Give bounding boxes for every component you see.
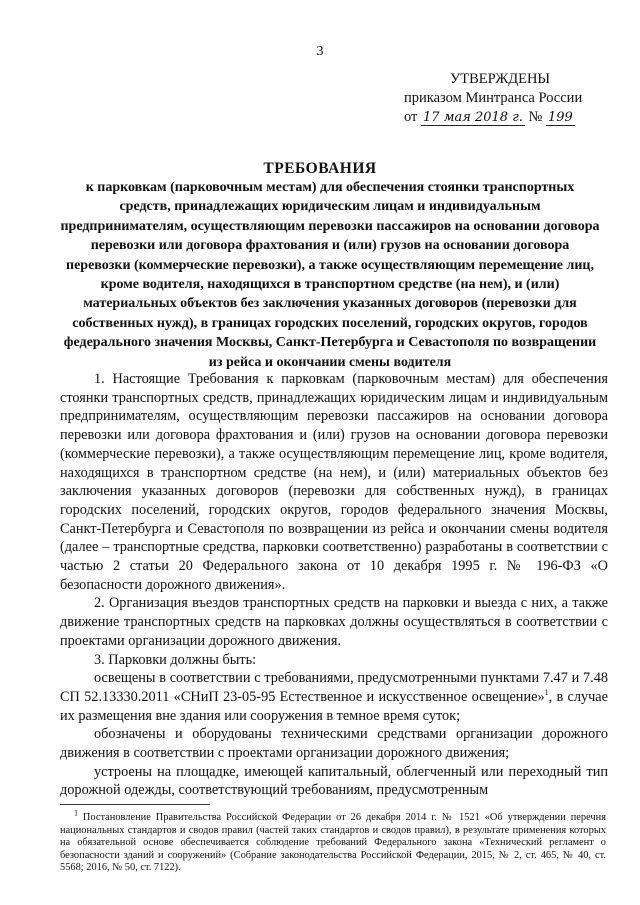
paragraph-2: 2. Организация въездов транспортных средств на парковки и выезда с них, а также движение транспортных средств на парковках должны осуществляться в соответствии с проектами организации дорожного движения. <box>60 595 608 649</box>
footnote-divider <box>60 804 210 805</box>
approval-date: 17 мая 2018 г. <box>423 110 523 125</box>
paragraph-3: 3. Парковки должны быть: <box>94 651 257 668</box>
footnote <box>60 808 606 875</box>
document-body <box>60 370 608 800</box>
lighting-text: освещены в соответствии с требованиями, предусмотренными пунктами 7.47 и 7.48 СП 52.13330.2011 «СНиП 23-05-95 Естественное и искусственное освещение» <box>60 670 608 705</box>
approval-number: 199 <box>548 110 573 125</box>
page-number: 3 <box>316 44 324 59</box>
approval-heading: УТВЕРЖДЕНЫ <box>450 71 551 87</box>
footnote-mark: 1 <box>74 808 78 818</box>
document-subtitle: к парковкам (парковочным местам) для обеспечения стоянки транспортных средств, принадлежащих юридическим лицам и индивидуальным предпринимателям, осуществляющим перевозки пассажиров на основании договора перевозки или договора фрахтования и (или) грузов на основании договора перевозки (коммерческие перевозки), а также осуществляющим перемещение лиц, кроме водителя, находящихся в транспортном средстве (на нем), и (или) материальных объектов без заключения указанных договоров (перевозки для собственных нужд), в границах городских поселений, городских округов, городов федерального значения Москвы, Санкт-Петербурга и Севастополя по возвращении из рейса и окончании смены водителя <box>60 180 600 370</box>
approval-date-line <box>404 108 604 127</box>
approval-stamp <box>404 70 604 127</box>
approval-from-label: от <box>404 109 418 125</box>
paragraph-signage: обозначены и оборудованы техническими средствами организации дорожного движения в соответствии с проектами организации дорожного движения; <box>60 726 608 762</box>
document-title: ТРЕБОВАНИЯ <box>263 160 377 177</box>
paragraph-surface: устроены на площадке, имеющей капитальный, облегченный или переходный тип дорожной одежды, соответствующий требованиям, предусмотренным <box>60 763 608 799</box>
approval-number-label: № <box>528 109 543 125</box>
footnote-text: Постановление Правительства Российской Федерации от 26 декабря 2014 г. № 1521 «Об утверждении перечня национальных стандартов и сводов правил (частей таких стандартов и сводов правил), в результате применения которых на обязательной основе обеспечивается соблюдение требований Федерального закона «Технический регламент о безопасности зданий и сооружений» (Собрание законодательства Российской Федерации, 2015, № 2, ст. 465, № 40, ст. 5568; 2016, № 50, ст. 7122). <box>60 812 606 874</box>
paragraph-lighting <box>60 669 608 725</box>
footnote-ref[interactable]: 1 <box>544 688 549 698</box>
paragraph-1: 1. Настоящие Требования к парковкам (парковочным местам) для обеспечения стоянки транспортных средств, принадлежащих юридическим лицам и индивидуальным предпринимателям, осуществляющим перевозки пассажиров на основании договора перевозки или договора фрахтования и (или) грузов на основании договора перевозки (коммерческие перевозки), а также осуществляющим перемещение лиц, кроме водителя, находящихся в транспортном средстве (на нем), и (или) материальных объектов без заключения указанных договоров (перевозки для собственных нужд), в границах городских поселений, городских округов, городов федерального значения Москвы, Санкт-Петербурга и Севастополя по возвращении из рейса и окончании смены водителя (далее – транспортные средства, парковки соответственно) разработаны в соответствии с частью 2 статьи 20 Федерального закона от 10 декабря 1995 г. № 196-ФЗ «О безопасности дорожного движения». <box>60 371 608 593</box>
approval-order: приказом Минтранса России <box>404 90 583 106</box>
lighting-text-end: , в случае их размещения вне здания или сооружения в темное время суток; <box>60 688 609 724</box>
